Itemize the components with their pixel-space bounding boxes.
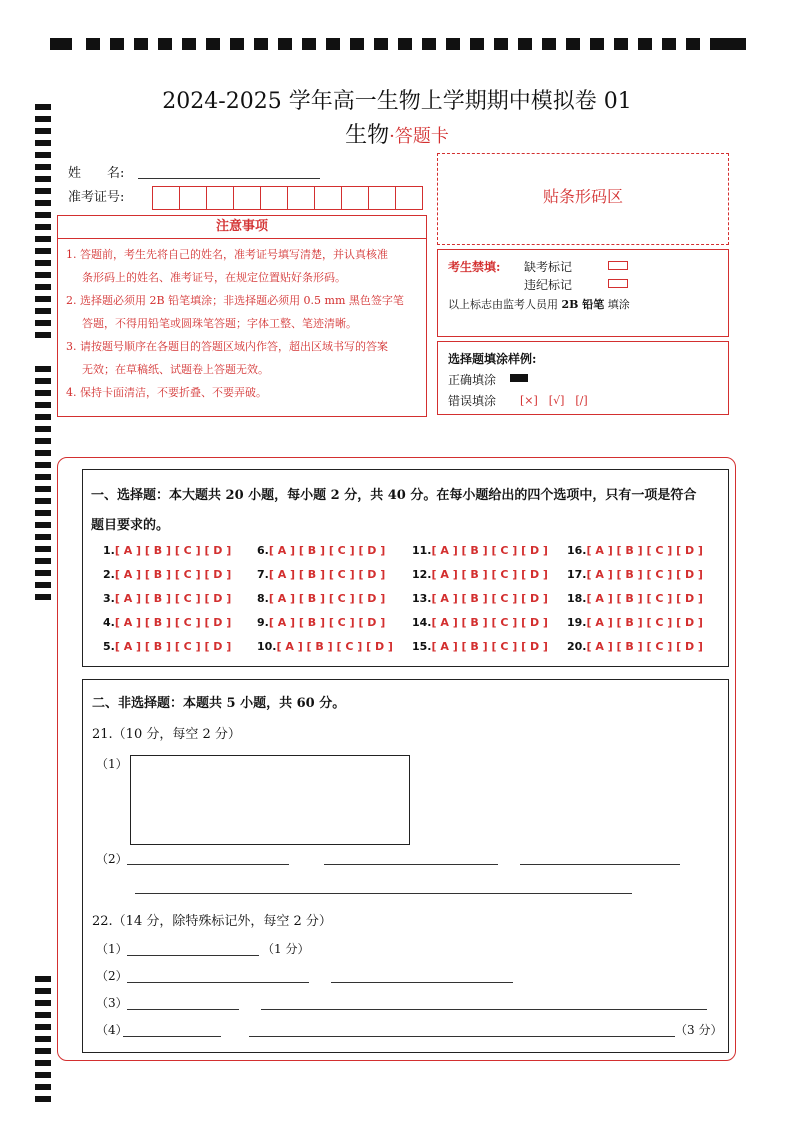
- q22-heading: 22.（14 分，除特殊标记外，每空 2 分）: [92, 914, 332, 929]
- ban-label: 考生禁填:: [448, 260, 501, 274]
- mc-question[interactable]: 16.[ A ] [ B ] [ C ] [ D ]: [567, 544, 703, 557]
- subject-label: 生物: [345, 123, 390, 148]
- mc-question[interactable]: 18.[ A ] [ B ] [ C ] [ D ]: [567, 592, 703, 605]
- section1-heading-line2: 题目要求的。: [91, 518, 170, 533]
- mc-question[interactable]: 14.[ A ] [ B ] [ C ] [ D ]: [412, 616, 548, 629]
- mc-question[interactable]: 10.[ A ] [ B ] [ C ] [ D ]: [257, 640, 393, 653]
- mc-question[interactable]: 4.[ A ] [ B ] [ C ] [ D ]: [103, 616, 232, 629]
- sample-label: 选择题填涂样例:: [448, 352, 537, 366]
- q21-part2-label: （2）: [96, 852, 128, 866]
- q21-part1-label: （1）: [96, 757, 128, 771]
- page-title: 2024-2025 学年高一生物上学期期中模拟卷 01: [162, 89, 632, 114]
- q22-part4-label: （4）: [96, 1023, 128, 1037]
- notice-item: 4. 保持卡面清洁，不要折叠、不要弄破。: [66, 386, 267, 399]
- section2-heading: 二、非选择题：本题共 5 小题，共 60 分。: [92, 696, 346, 711]
- mc-question[interactable]: 5.[ A ] [ B ] [ C ] [ D ]: [103, 640, 232, 653]
- absent-label: 缺考标记: [524, 260, 573, 274]
- name-label: 姓 名:: [68, 166, 125, 181]
- q22-part1-label: （1）: [96, 942, 128, 956]
- notice-item: 3. 请按题号顺序在各题目的答题区域内作答，超出区域书写的答案 无效；在草稿纸、试题卷上答题无效。: [66, 340, 388, 376]
- correct-fill-mark: [510, 374, 528, 382]
- ban-note: 以上标志由监考人员用 2B 铅笔 填涂: [448, 298, 630, 311]
- answer-line[interactable]: [261, 1009, 707, 1010]
- wrong-label: 错误填涂: [448, 394, 497, 408]
- mc-question[interactable]: 12.[ A ] [ B ] [ C ] [ D ]: [412, 568, 548, 581]
- mc-question[interactable]: 19.[ A ] [ B ] [ C ] [ D ]: [567, 616, 703, 629]
- answer-line[interactable]: [135, 893, 632, 894]
- subtitle-dot: ·: [389, 126, 395, 147]
- mc-question[interactable]: 2.[ A ] [ B ] [ C ] [ D ]: [103, 568, 232, 581]
- answer-line[interactable]: [127, 864, 289, 865]
- mc-question[interactable]: 3.[ A ] [ B ] [ C ] [ D ]: [103, 592, 232, 605]
- answer-line[interactable]: [123, 1036, 221, 1037]
- name-field[interactable]: [138, 178, 320, 179]
- mc-question[interactable]: 7.[ A ] [ B ] [ C ] [ D ]: [257, 568, 386, 581]
- fill-sample-box: [437, 341, 729, 415]
- q22-part2-label: （2）: [96, 969, 128, 983]
- notice-item: 2. 选择题必须用 2B 铅笔填涂；非选择题必须用 0.5 mm 黑色签字笔 答题，不得用铅笔或圆珠笔答题；字体工整、笔迹清晰。: [66, 294, 404, 330]
- q22-part4-note: （3 分）: [675, 1023, 723, 1037]
- mc-question[interactable]: 8.[ A ] [ B ] [ C ] [ D ]: [257, 592, 386, 605]
- answer-line[interactable]: [127, 955, 259, 956]
- answer-line[interactable]: [249, 1036, 675, 1037]
- answer-line[interactable]: [331, 982, 513, 983]
- page-subtitle: [0, 118, 794, 149]
- mc-question[interactable]: 15.[ A ] [ B ] [ C ] [ D ]: [412, 640, 548, 653]
- violation-mark-box[interactable]: [608, 279, 628, 288]
- answer-line[interactable]: [324, 864, 498, 865]
- card-label: 答题卡: [394, 126, 449, 147]
- exam-id-boxes[interactable]: [152, 186, 422, 210]
- q22-part3-label: （3）: [96, 996, 128, 1010]
- notice-box: [57, 215, 427, 417]
- examiner-only-box: [437, 249, 729, 337]
- mc-question[interactable]: 13.[ A ] [ B ] [ C ] [ D ]: [412, 592, 548, 605]
- mc-question[interactable]: 20.[ A ] [ B ] [ C ] [ D ]: [567, 640, 703, 653]
- q21-heading: 21.（10 分，每空 2 分）: [92, 727, 241, 742]
- section1-heading-line1: 一、选择题：本大题共 20 小题，每小题 2 分，共 40 分。在每小题给出的四个选项中，只有一项是符合: [91, 488, 697, 503]
- correct-label: 正确填涂: [448, 373, 497, 387]
- q22-part1-note: （1 分）: [262, 942, 310, 956]
- q21-part1-answer-box[interactable]: [130, 755, 410, 845]
- answer-line[interactable]: [520, 864, 680, 865]
- id-label: 准考证号:: [68, 190, 125, 205]
- absent-mark-box[interactable]: [608, 261, 628, 270]
- violation-label: 违纪标记: [524, 278, 573, 292]
- answer-line[interactable]: [127, 982, 309, 983]
- mc-question[interactable]: 9.[ A ] [ B ] [ C ] [ D ]: [257, 616, 386, 629]
- notice-item: 1. 答题前，考生先将自己的姓名，准考证号填写清楚，并认真核准 条形码上的姓名、准考证号，在规定位置贴好条形码。: [66, 248, 388, 284]
- answer-line[interactable]: [127, 1009, 239, 1010]
- mc-question[interactable]: 11.[ A ] [ B ] [ C ] [ D ]: [412, 544, 548, 557]
- mc-question[interactable]: 17.[ A ] [ B ] [ C ] [ D ]: [567, 568, 703, 581]
- barcode-area: 贴条形码区: [437, 153, 729, 245]
- top-timing-marks: [50, 38, 746, 52]
- wrong-marks: [×] [√] [/]: [520, 394, 588, 407]
- notice-heading: 注意事项: [58, 216, 426, 239]
- mc-question[interactable]: 6.[ A ] [ B ] [ C ] [ D ]: [257, 544, 386, 557]
- mc-question[interactable]: 1.[ A ] [ B ] [ C ] [ D ]: [103, 544, 232, 557]
